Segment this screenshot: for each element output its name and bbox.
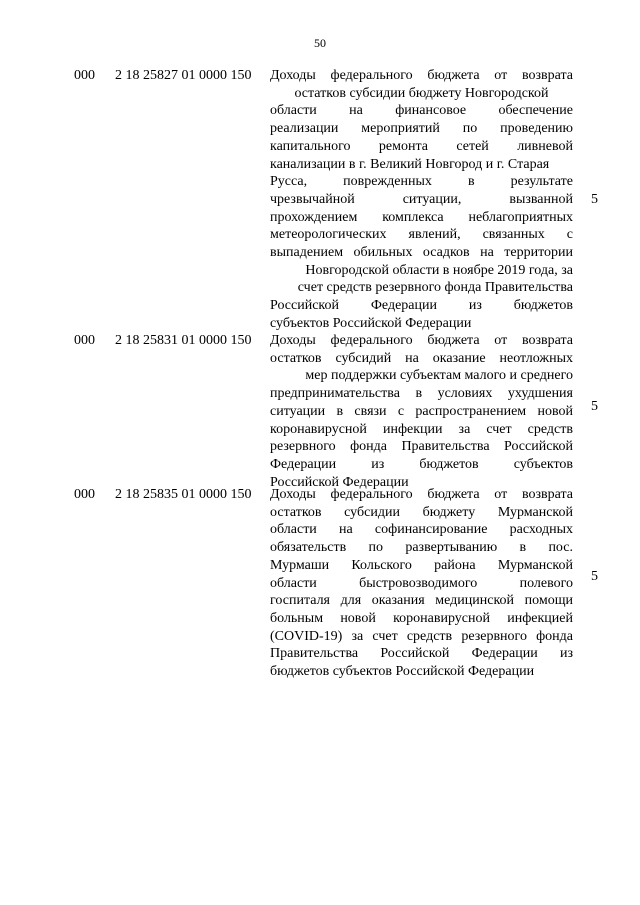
description-line: Доходы федерального бюджета от возврата — [270, 333, 573, 348]
revenue-description — [270, 67, 573, 333]
description-line: чрезвычайной ситуации, вызванной — [270, 191, 573, 207]
description-line: капитального ремонта сетей ливневой — [270, 138, 573, 154]
description-line: Новгородской области в ноябре 2019 года, за — [305, 262, 573, 278]
description-line: резервного фонда Правительства Российской — [270, 439, 573, 455]
admin-code: 000 — [74, 487, 95, 502]
description-line: Мурмаши Кольского района Мурманской — [270, 557, 573, 573]
description-line: области быстровозводимого полевого — [270, 575, 573, 591]
description-line: Российской Федерации из бюджетов — [270, 298, 573, 314]
description-line: коронавирусной инфекции за счет средств — [270, 421, 573, 437]
description-line: госпиталя для оказания медицинской помощи — [270, 593, 573, 609]
admin-code: 000 — [74, 68, 95, 83]
description-line: Федерации из бюджетов субъектов — [270, 456, 573, 472]
description-line: (COVID-19) за счет средств резервного фонда — [270, 628, 573, 644]
description-line: области на софинансирование расходных — [270, 522, 573, 538]
description-line: остатков субсидии бюджету Мурманской — [270, 504, 573, 520]
amount-value: 5 — [591, 192, 598, 207]
description-line: мер поддержки субъектам малого и среднего — [305, 368, 573, 384]
budget-classification-code: 2 18 25831 01 0000 150 — [115, 333, 252, 348]
description-line: области на финансовое обеспечение — [270, 103, 573, 119]
budget-classification-code: 2 18 25835 01 0000 150 — [115, 487, 252, 502]
description-line: остатков субсидий на оказание неотложных — [270, 350, 573, 366]
revenue-description — [270, 332, 573, 491]
admin-code: 000 — [74, 333, 95, 348]
amount-value: 5 — [591, 569, 598, 584]
description-line: Доходы федерального бюджета от возврата — [270, 68, 573, 83]
description-line: канализации в г. Великий Новгород и г. Старая — [270, 156, 550, 172]
description-line: субъектов Российской Федерации — [270, 315, 472, 331]
description-line: реализации мероприятий по проведению — [270, 121, 573, 137]
revenue-description — [270, 486, 573, 681]
description-line: Правительства Российской Федерации из — [270, 646, 573, 662]
amount-value: 5 — [591, 399, 598, 414]
description-line: выпадением обильных осадков на территории — [270, 245, 573, 261]
description-line: Русса, поврежденных в результате — [270, 174, 573, 190]
description-line: остатков субсидии бюджету Новгородской — [294, 85, 549, 101]
description-line: бюджетов субъектов Российской Федерации — [270, 664, 535, 680]
description-line: счет средств резервного фонда Правительства — [297, 280, 573, 296]
description-line: метеорологических явлений, связанных с — [270, 227, 573, 243]
description-line: прохождением комплекса неблагоприятных — [270, 209, 573, 225]
description-line: ситуации в связи с распространением новой — [270, 403, 573, 419]
description-line: предпринимательства в условиях ухудшения — [270, 386, 573, 402]
page-number: 50 — [314, 36, 326, 50]
description-line: Российской Федерации — [270, 474, 409, 490]
description-line: обязательств по развертыванию в пос. — [270, 540, 573, 556]
description-line: больным новой коронавирусной инфекцией — [270, 610, 573, 626]
budget-classification-code: 2 18 25827 01 0000 150 — [115, 68, 252, 83]
description-line: Доходы федерального бюджета от возврата — [270, 487, 573, 502]
